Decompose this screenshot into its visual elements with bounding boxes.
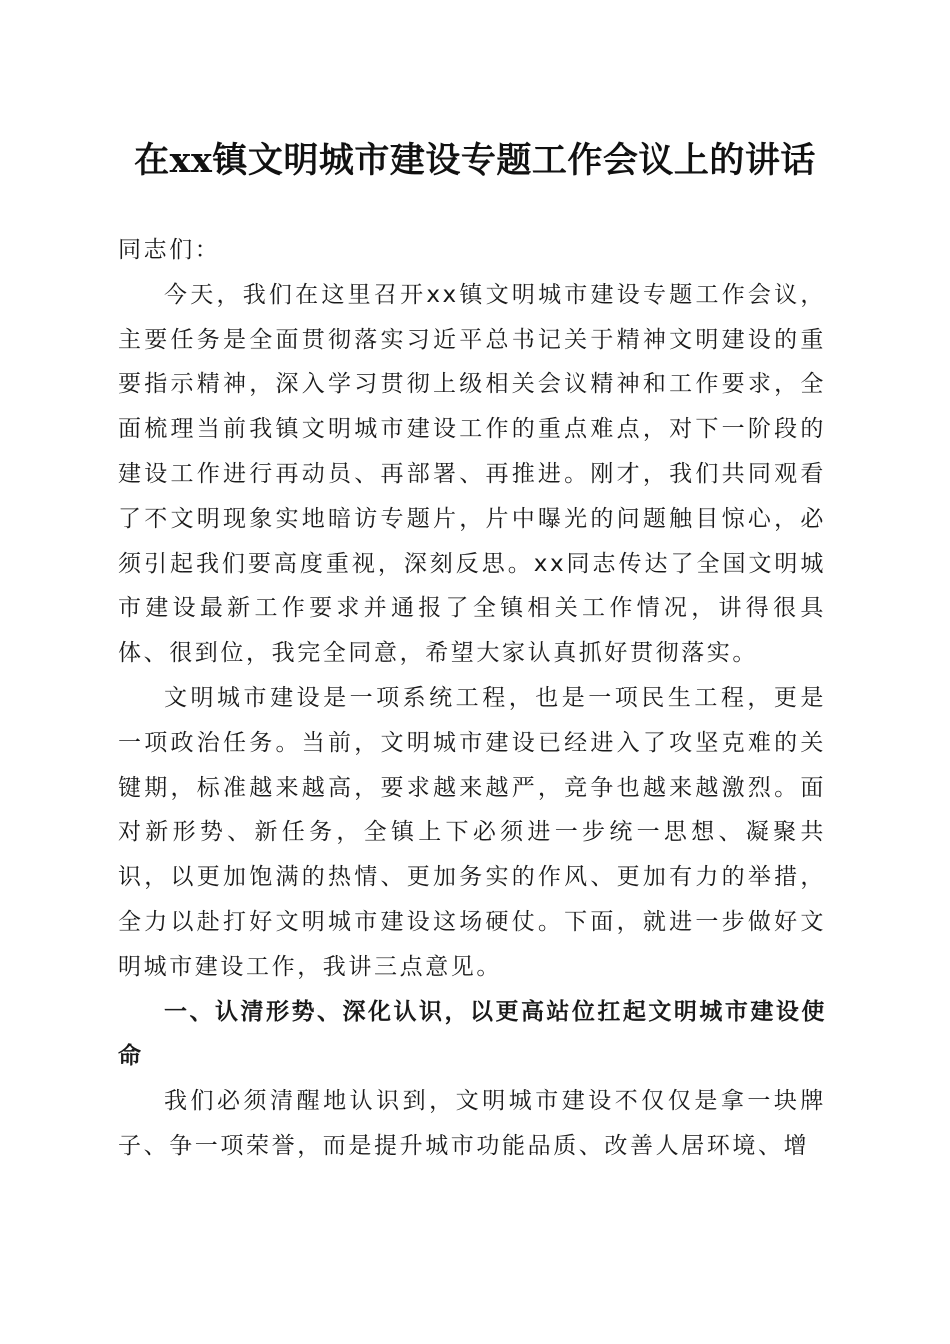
paragraph-opening: 今天，我们在这里召开xx镇文明城市建设专题工作会议，主要任务是全面贯彻落实习近平总书记关于精神文明建设的重要指示精神，深入学习贯彻上级相关会议精神和工作要求，全面梳理当前我镇文明城市建设工作的重点难点，对下一阶段的建设工作进行再动员、再部署、再推进。刚才，我们共同观看了不文明现象实地暗访专题片，片中曝光的问题触目惊心，必须引起我们要高度重视，深刻反思。xx同志传达了全国文明城市建设最新工作要求并通报了全镇相关工作情况，讲得很具体、很到位，我完全同意，希望大家认真抓好贯彻落实。 — [118, 281, 826, 667]
document-body — [118, 228, 826, 1169]
document-title: 在xx镇文明城市建设专题工作会议上的讲话 — [134, 140, 816, 181]
section-heading: 一、认清形势、深化认识，以更高站位扛起文明城市建设使命 — [118, 998, 826, 1070]
paragraph-section-one: 我们必须清醒地认识到，文明城市建设不仅仅是拿一块牌子、争一项荣誉，而是提升城市功能品质、改善人居环境、增 — [118, 1088, 826, 1159]
salutation: 同志们： — [118, 237, 221, 263]
paragraph-context: 文明城市建设是一项系统工程，也是一项民生工程，更是一项政治任务。当前，文明城市建设已经进入了攻坚克难的关键期，标准越来越高，要求越来越严，竞争也越来越激烈。面对新形势、新任务，全镇上下必须进一步统一思想、凝聚共识，以更加饱满的热情、更加务实的作风、更加有力的举措，全力以赴打好文明城市建设这场硬仗。下面，就进一步做好文明城市建设工作，我讲三点意见。 — [118, 684, 826, 980]
